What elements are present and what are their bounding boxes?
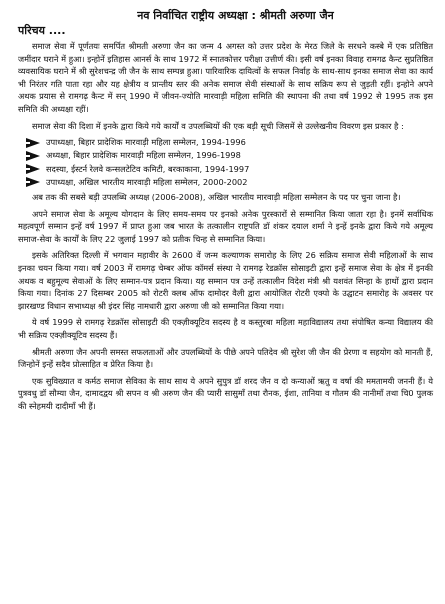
arrow-bullet-icon — [26, 138, 40, 148]
section-heading: परिचय .... — [18, 24, 66, 37]
page-title: नव निर्वाचित राष्ट्रीय अध्यक्षा : श्रीमती अरुणा जैन — [137, 9, 334, 22]
list-intro-paragraph: समाज सेवा की दिशा में इनके द्वारा किये गये कार्यों व उपलब्धियों की एक बड़ी सूची जिसमें से उल्लेखनीय विवरण इस प्रकार है : — [32, 120, 404, 131]
family-paragraph: एक सुविख्यात व कर्मठ समाज सेविका के साथ साथ ये अपने सुपुत्र डॉ शरद जैन व दो कन्याओं ऋतु व वर्षा की ममतामयी जननी हैं। ये पुत्रवधु डॉ सौम्या जैन, दामादद्वय श्री सपन व श्री अरुण जैन की प्यारी सासुमाँ तथा रौनक, ईशा, तानिया व गौतम की नानीमाँ तथा चि0 पुलक की स्नेहमयी दादीमाँ भी हैं। — [18, 375, 433, 411]
family-credit-paragraph: श्रीमती अरुणा जैन अपनी समस्त सफलताओं और उपलब्धियों के पीछे अपने पतिदेव श्री सुरेश जी जैन की प्रेरणा व सहयोग को मानती हैं, जिन्होनें इन्हें सदैव प्रोत्साहित व प्रेरित किया है। — [18, 346, 433, 370]
list-item-label: उपाध्यक्षा, बिहार प्रादेशिक मारवाड़ी महिला सम्मेलन, 1994-1996 — [46, 137, 246, 148]
intro-paragraph: समाज सेवा में पूर्णतयः समर्पित श्रीमती अरुणा जैन का जन्म 4 अगस्त को उत्तर प्रदेश के मेरठ जिले के सरधने कस्बे में एक प्रतिष्ठित जमींदार घराने में हुआ। इन्होनें इतिहास आनर्स के साथ 1972 में स्नातकोत्तर परीक्षा उत्तीर्ण की। इसी वर्ष इनका विवाह रामगढ कैन्ट सुप्रतिष्ठित व्यवसायिक घराने में श्री सुरेशचन्द्र जी जैन के साथ सम्पन्न हुआ। पारिवारिक दायित्वों के सफल निर्वाह के साथ-साथ इनका समाज सेवा का कार्य भी निरंतर गति पाता रहा और यह क्षेत्रीय व प्रान्तीय स्तर की अनेक समाज सेवी संस्थाओं के साथ सक्रिय रूप से जुड़ती रहीं। इन्होने अपने अथक प्रयास से रामगढ़ कैन्ट में सन् 1990 में जीवन-ज्योति मारवाड़ी महिला समिति की स्थापना की तथा वर्ष 1992 से 1995 तक इस समिति की अध्यक्षा रहीं। — [18, 41, 434, 114]
redcross-paragraph: ये वर्ष 1999 से रामगढ़ रेडक्रॉस सोसाइटी की एक्ज़ीक्यूटिव सदस्य है व कस्तुरबा महिला महाविद्यालय तथा संपोषित कन्या विद्यालय की भी सक्रिय एक्ज़ीक्यूटिव सदस्य हैं। — [18, 317, 433, 340]
list-item — [26, 149, 433, 162]
honors-paragraph: अपने समाज सेवा के अमूल्य योगदान के लिए समय-समय पर इनको अनेक पुरस्कारों से सम्मानित किया जाता रहा है। इनमें सर्वाधिक महत्वपूर्ण सम्मान इन्हें वर्ष 1997 में प्राप्त हुआ जब भारत के तत्कालीन राष्ट्रपति डॉ शंकर दयाल शर्मा ने इन्हें इनके द्वारा किये गये अमूल्य समाज-सेवा के कार्यों के लिए 22 जुलाई 1997 को प्रतीक चिन्ह से सम्मानित किया। — [18, 208, 433, 244]
other-honors-paragraph: इसके अतिरिक्त दिल्ली में भगवान महावीर के 2600 वें जन्म कल्याणक समारोह के लिए 26 सक्रिय समाज सेवी महिलाओं के साथ इनका चयन किया गया। वर्ष 2003 में रामगढ़ चेम्बर ऑफ कॉमर्स संस्था ने रामगढ़ रेडक्रॉस सोसाइटी द्वारा इन्हें समाज सेवा के क्षेत्र में इनकी अथक व बहुमूल्य सेवाओं के लिए सम्मान-पत्र प्रदान किया। यह सम्मान पत्र उन्हें तत्कालीन विदेश मंत्री श्री यशवंत सिन्हा के हाथों द्वारा प्रदान किया गया। दिनांक 27 दिसम्बर 2005 को रोटरी क्लब ऑफ दामोदर वैली द्वारा आयोजित रोटरी एक्पो के उद्घाटन समारोह के अवसर पर झारखण्ड विधान सभाध्यक्ष श्री इंदर सिंह नामधारी द्वारा अरुणा जी को सम्मानित किया गया। — [18, 250, 433, 311]
arrow-bullet-icon — [26, 177, 40, 187]
arrow-bullet-icon — [26, 151, 40, 161]
list-item-label: अध्यक्षा, बिहार प्रादेशिक मारवाड़ी महिला सम्मेलन, 1996-1998 — [46, 150, 241, 161]
list-item — [26, 176, 433, 189]
positions-list — [26, 136, 433, 189]
list-item — [26, 136, 433, 149]
list-item-label: उपाध्यक्षा, अखिल भारतीय मारवाड़ी महिला सम्मेलन, 2000-2002 — [46, 176, 248, 187]
achievement-paragraph: अब तक की सबसे बड़ी उपलब्धि अध्यक्ष (2006-2008), अखिल भारतीय मारवाड़ी महिला सम्मेलन के पद पर चुना जाना है। — [32, 191, 401, 202]
arrow-bullet-icon — [26, 164, 40, 174]
list-item — [26, 163, 433, 176]
list-item-label: सदस्या, ईस्टर्न रेलवे कन्सलटेटिव कमिटी, बरकाकाना, 1994-1997 — [46, 163, 250, 174]
